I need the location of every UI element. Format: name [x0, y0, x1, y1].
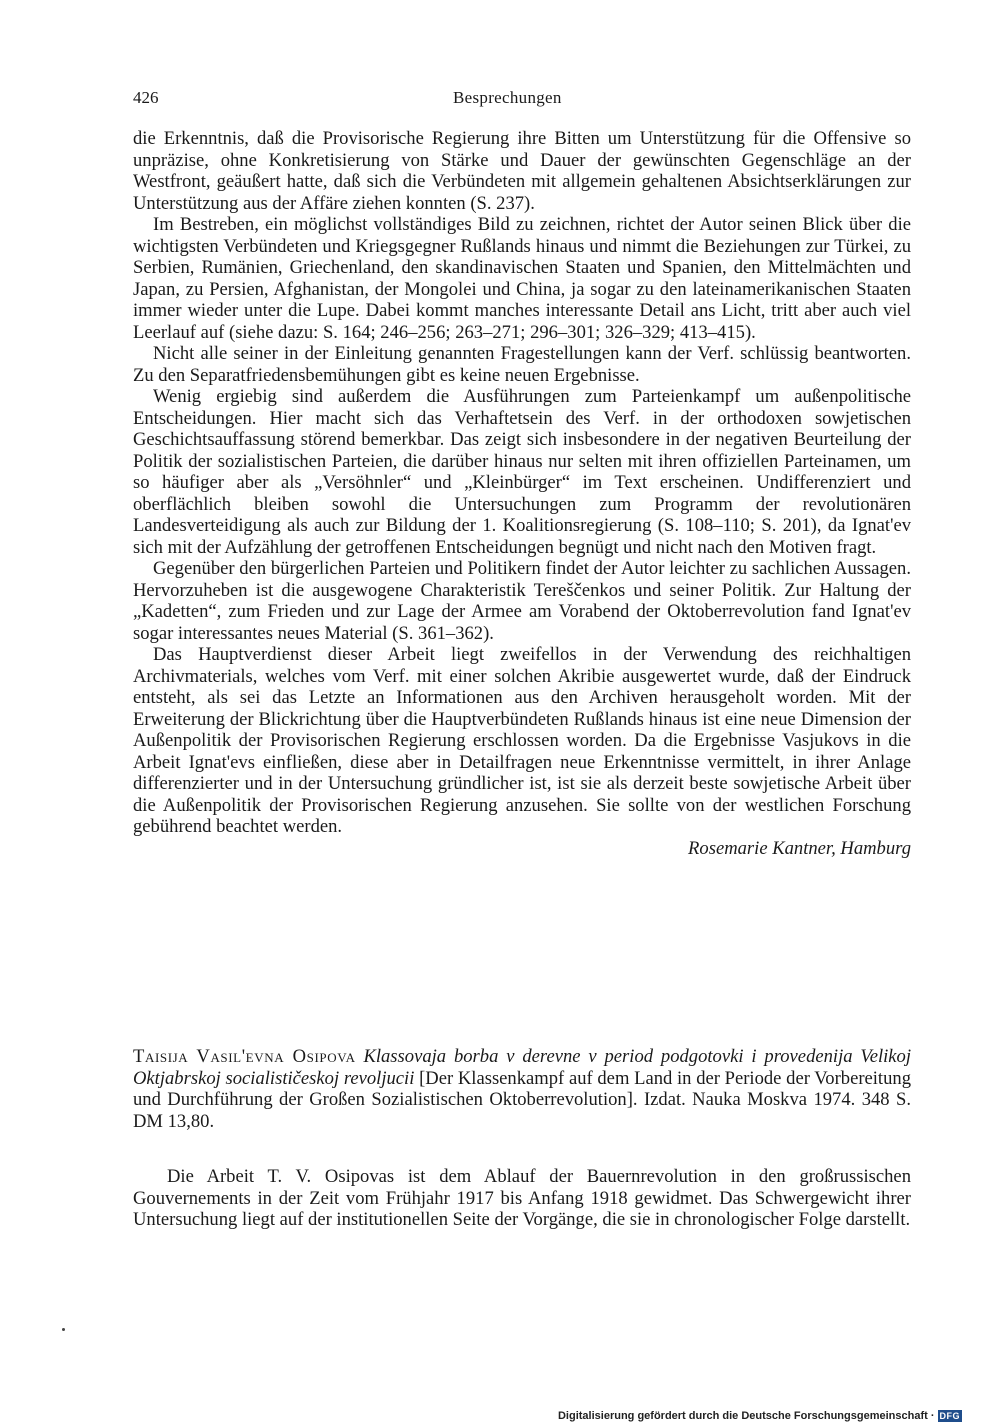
- dfg-logo: DFG: [939, 1411, 960, 1421]
- page-header: [133, 88, 911, 114]
- book-bibliography: [Der Klassenkampf auf dem Land in der Periode der Vorbereitung und Durchführung der Großen Sozialistischen Oktoberrevolution]. Izdat. Nauka Moskva 1974. 348 S. DM 13,80.: [133, 1067, 911, 1132]
- paragraph: Im Bestreben, ein möglichst vollständiges Bild zu zeichnen, richtet der Autor seinen Blick über die wichtigsten Verbündeten und Kriegsgegner Rußlands hinaus und nimmt die Beziehungen zur Türkei, zu Serbien, Rumänien, Griechenland, den skandinavischen Staaten und Spanien, den Mittelmächten und Japan, zu Persien, Afghanistan, der Mongolei und China, ja sogar zu den lateinamerikanischen Staaten immer wieder unter die Lupe. Dabei kommt manches interessante Detail ans Licht, tritt aber auch viel Leerlauf auf (siehe dazu: S. 164; 246–256; 263–271; 296–301; 326–329; 413–415).: [133, 214, 911, 343]
- paragraph: Wenig ergiebig sind außerdem die Ausführungen zum Parteienkampf um außenpolitische Entscheidungen. Hier macht sich das Verhaftetsein des Verf. in der orthodoxen sowjetischen Geschichtsauffassung störend bemerkbar. Das zeigt sich insbesondere in der negativen Beurteilung der Politik der sozialistischen Parteien, die darüber hinaus nur selten mit ihren offiziellen Parteinamen, um so häufiger aber als „Versöhnler“ und „Kleinbürger“ im Text erscheinen. Undifferenziert und oberflächlich bleiben sowohl die Untersuchungen zum Programm der revolutionären Landesverteidigung als auch zur Bildung der 1. Koalitionsregierung (S. 108–110; S. 201), da Ignat'ev sich mit der Aufzählung der getroffenen Entscheidungen begnügt und nicht nach den Motiven fragt.: [133, 386, 911, 558]
- paragraph: Das Hauptverdienst dieser Arbeit liegt zweifellos in der Verwendung des reichhaltigen Archivmaterials, welches vom Verf. mit einer solchen Akribie ausgewertet wurde, daß der Eindruck entsteht, als sei das Letzte an Informationen aus den Archiven herausgeholt worden. Mit der Erweiterung der Blickrichtung über die Hauptverbündeten Rußlands hinaus ist eine neue Dimension der Außenpolitik der Provisorischen Regierung erschlossen worden. Da die Ergebnisse Vasjukovs in die Arbeit Ignat'evs einfließen, diese aber in Detailfragen neue Erkenntnisse vermittelt, in ihrer Anlage differenzierter und in der Untersuchung gründlicher ist, ist sie als derzeit beste sowjetische Arbeit über die Außenpolitik der Provisorischen Regierung anzusehen. Sie sollte von der westlichen Forschung gebührend beachtet werden.: [133, 644, 911, 837]
- book-author: Taisija Vasil'evna Osipova: [133, 1046, 356, 1067]
- credit-text: Digitalisierung gefördert durch die Deutsche Forschungsgemeinschaft ·: [557, 1410, 935, 1422]
- reviewer-signature: Rosemarie Kantner, Hamburg: [688, 837, 911, 859]
- paragraph: Gegenüber den bürgerlichen Parteien und Politikern findet der Autor leichter zu sachlichen Aussagen. Hervorzuheben ist die ausgewogene Charakteristik Tereščenkos und seiner Politik. Zur Haltung der „Kadetten“, zum Frieden und zur Lage der Armee am Vorabend der Oktoberrevolution fand Ignat'ev sogar interessantes neues Material (S. 361–362).: [133, 558, 911, 644]
- paragraph: die Erkenntnis, daß die Provisorische Regierung ihre Bitten um Unterstützung für die Offensive so unpräzise, ohne Konkretisierung von Stärke und Dauer der gewünschten Gegenschläge an der Westfront, geäußert hatte, daß sich die Verbündeten mit allgemein gehaltenen Absichtserklärungen zur Unterstützung aus der Affäre ziehen konnten (S. 237).: [133, 128, 911, 214]
- digitization-credit: [558, 1410, 962, 1422]
- running-head: Besprechungen: [453, 88, 562, 107]
- page-number: 426: [133, 88, 159, 107]
- review-continuation: [133, 128, 911, 859]
- paragraph: Die Arbeit T. V. Osipovas ist dem Ablauf der Bauernrevolution in den großrussischen Gouvernements in der Zeit vom Frühjahr 1917 bis Anfang 1918 gewidmet. Das Schwergewicht ihrer Untersuchung liegt auf der institutionellen Seite der Vorgänge, die sie in chronologischer Folge darstellt.: [133, 1166, 911, 1230]
- scan-speck: [62, 1328, 65, 1331]
- book-title: Klassovaja borba v derevne v period podgotovki i provedenija Velikoj Oktjabrskoj socialističeskoj revoljucii: [133, 1046, 912, 1089]
- review-body: [133, 1166, 911, 1231]
- review-bibliographic-heading: [133, 1046, 911, 1132]
- paragraph: Nicht alle seiner in der Einleitung genannten Fragestellungen kann der Verf. schlüssig beantworten. Zu den Separatfriedensbemühungen gibt es keine neuen Ergebnisse.: [133, 343, 911, 386]
